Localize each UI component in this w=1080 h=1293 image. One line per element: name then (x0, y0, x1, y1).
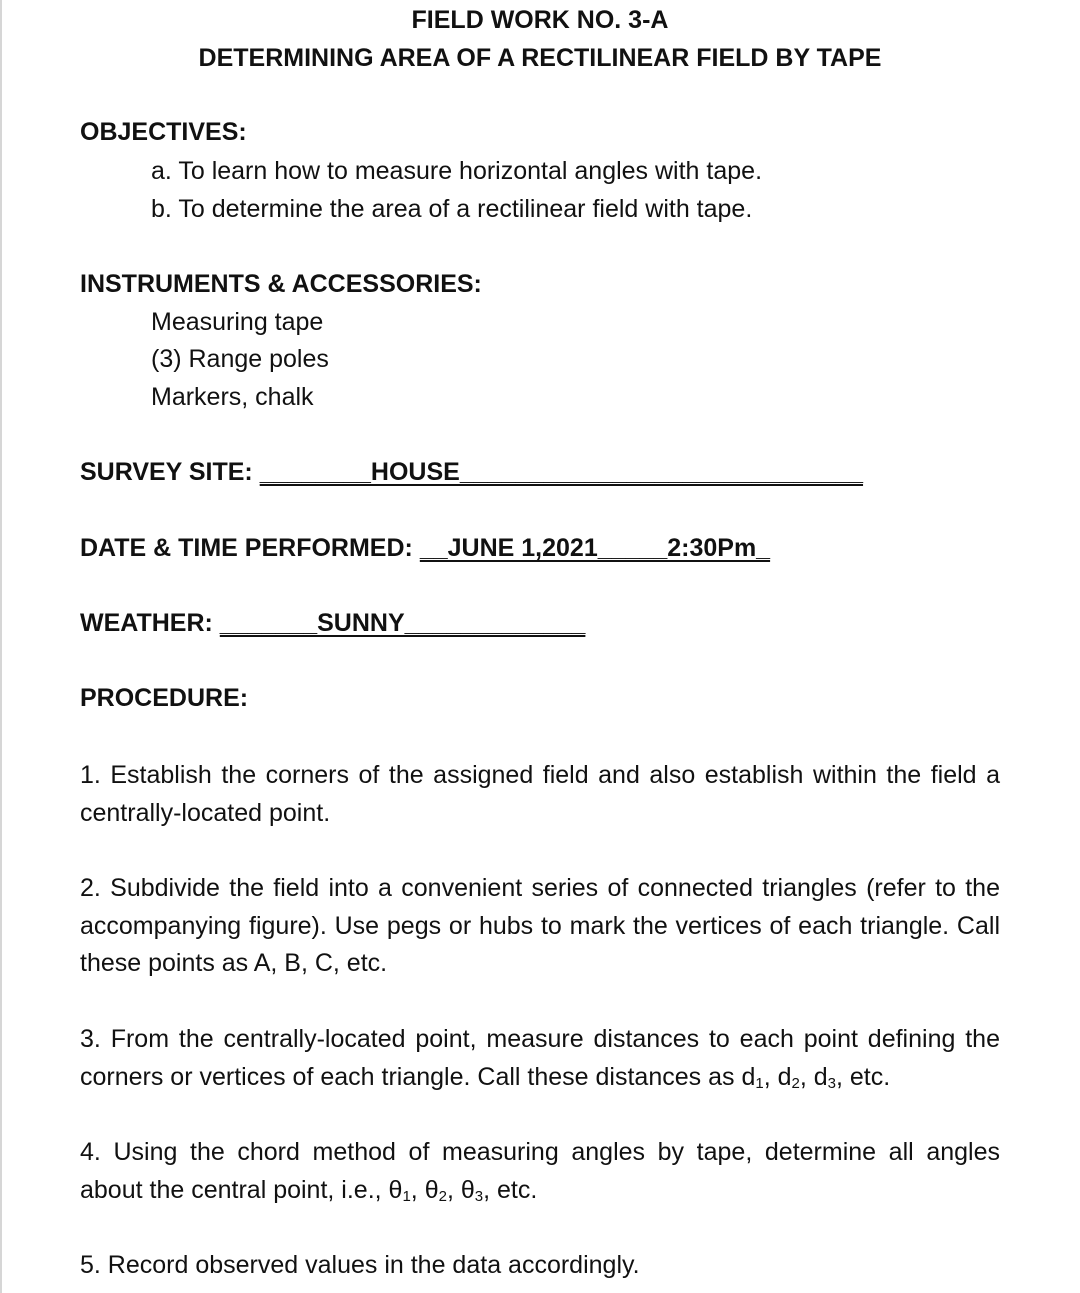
instrument-item: Markers, chalk (151, 383, 314, 411)
survey-site-field (80, 458, 863, 487)
date-time-field (80, 534, 770, 563)
instruments-heading: INSTRUMENTS & ACCESSORIES: (80, 270, 482, 298)
procedure-step-1: 1. Establish the corners of the assigned field and also establish within the field a centrally-located point. (80, 761, 1000, 827)
objective-item: b. To determine the area of a rectilinear field with tape. (151, 195, 753, 223)
date-time-value: __JUNE 1,2021_____2:30Pm_ (419, 534, 771, 562)
page-subtitle: DETERMINING AREA OF A RECTILINEAR FIELD BY TAPE (198, 44, 882, 72)
survey-site-value: ________HOUSE_____________________________ (259, 458, 864, 486)
procedure-step-2: 2. Subdivide the field into a convenient series of connected triangles (refer to the accompanying figure). Use pegs or hubs to mark the vertices of each triangle. Call these points as A, B, C, etc. (80, 874, 1000, 977)
objectives-heading: OBJECTIVES: (80, 118, 247, 146)
objective-item: a. To learn how to measure horizontal angles with tape. (151, 157, 763, 185)
procedure-step-3: 3. From the centrally-located point, measure distances to each point defining the corners or vertices of each triangle. Call these distances as $d_1$, $d_2$, $d_3$, etc. (80, 1025, 1000, 1092)
instrument-item: (3) Range poles (151, 345, 329, 373)
procedure-heading: PROCEDURE: (80, 684, 249, 712)
weather-label: WEATHER: (80, 609, 220, 637)
procedure-step-5: 5. Record observed values in the data accordingly. (80, 1251, 640, 1279)
weather-value: _______SUNNY_____________ (219, 609, 586, 637)
procedure-step-4: 4. Using the chord method of measuring angles by tape, determine all angles about the central point, i.e., $\theta_1$, $\theta_2$, $\theta_3$, etc. (80, 1138, 1000, 1205)
instrument-item: Measuring tape (151, 308, 324, 336)
weather-field (80, 609, 585, 638)
date-time-label: DATE & TIME PERFORMED: (80, 534, 420, 562)
survey-site-label: SURVEY SITE: (80, 458, 260, 486)
page-title: FIELD WORK NO. 3-A (411, 6, 669, 34)
page-left-edge (0, 0, 2, 1293)
